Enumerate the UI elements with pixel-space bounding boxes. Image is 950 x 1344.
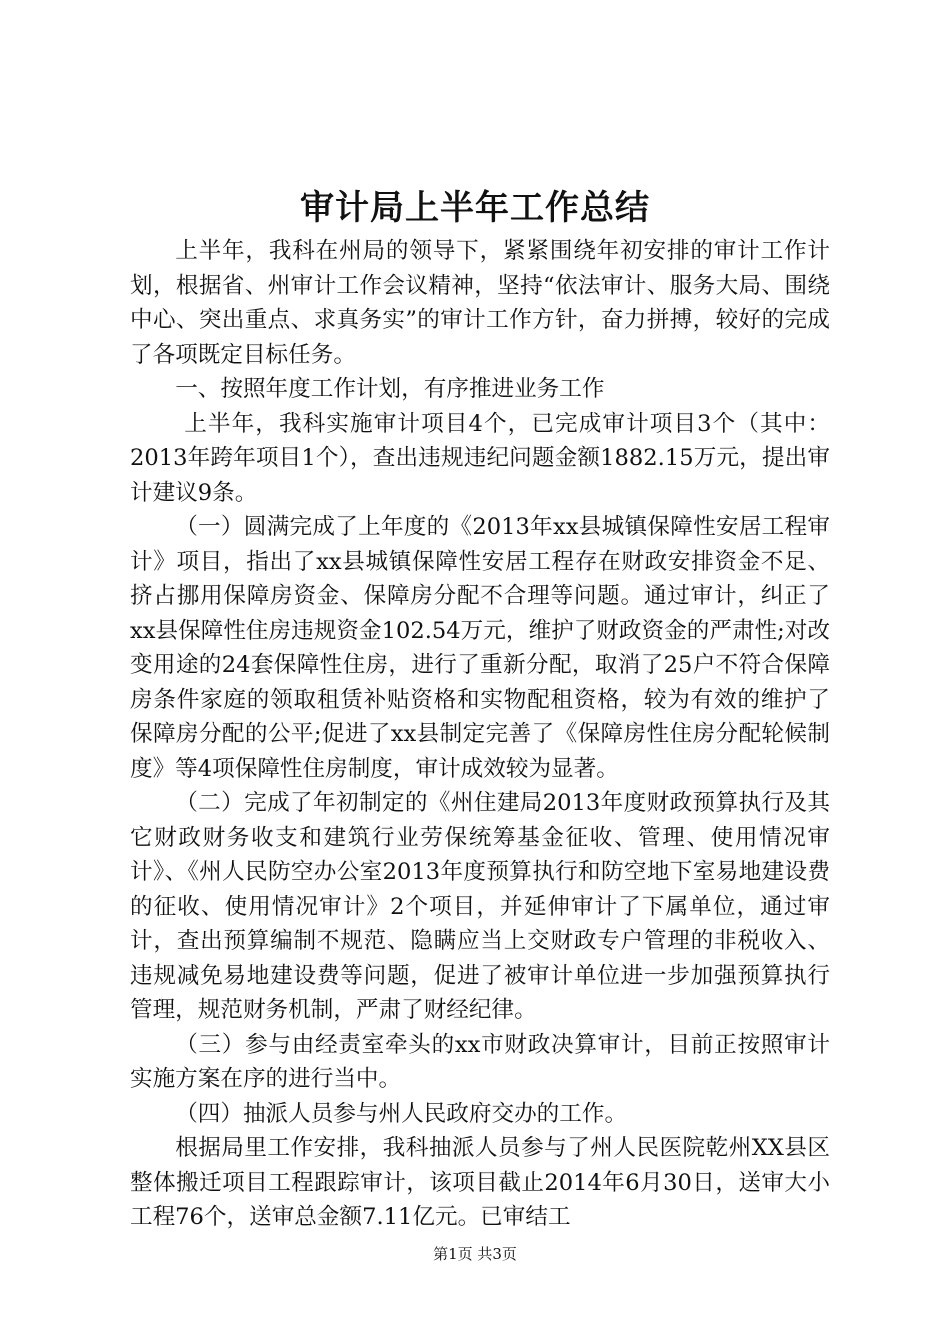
paragraph-summary: 上半年，我科实施审计项目4个，已完成审计项目3个（其中：2013年跨年项目1个），查出违规违纪问题金额1882.15万元，提出审计建议9条。 bbox=[130, 410, 830, 506]
paragraph-item-1: （一）圆满完成了上年度的《2013年xx县城镇保障性安居工程审计》项目，指出了xx县城镇保障性安居工程存在财政安排资金不足、挤占挪用保障房资金、保障房分配不合理等问题。通过审计，纠正了xx县保障性住房违规资金102.54万元，维护了财政资金的严肃性;对改变用途的24套保障性住房，进行了重新分配，取消了25户不符合保障房条件家庭的领取租赁补贴资格和实物配租资格，较为有效的维护了保障房分配的公平;促进了xx县制定完善了《保障房性住房分配轮候制度》等4项保障性住房制度，审计成效较为显著。 bbox=[130, 514, 830, 782]
document-title: 审计局上半年工作总结 bbox=[300, 188, 650, 228]
paragraph-item-2: （二）完成了年初制定的《州住建局2013年度财政预算执行及其它财政财务收支和建筑行业劳保统筹基金征收、管理、使用情况审计》、《州人民防空办公室2013年度预算执行和防空地下室易地建设费的征收、使用情况审计》2个项目，并延伸审计了下属单位，通过审计，查出预算编制不规范、隐瞒应当上交财政专户管理的非税收入、违规减免易地建设费等问题，促进了被审计单位进一步加强预算执行管理，规范财务机制，严肃了财经纪律。 bbox=[130, 790, 830, 1023]
paragraph-item-3: （三）参与由经责室牵头的xx市财政决算审计，目前正按照审计实施方案在序的进行当中。 bbox=[130, 1031, 830, 1092]
paragraph-intro: 上半年，我科在州局的领导下，紧紧围绕年初安排的审计工作计划，根据省、州审计工作会议精神，坚持“依法审计、服务大局、围绕中心、突出重点、求真务实”的审计工作方针，奋力拼搏，较好的完成了各项既定目标任务。 bbox=[130, 238, 830, 368]
paragraph-item-4: （四）抽派人员参与州人民政府交办的工作。 bbox=[175, 1100, 628, 1127]
document-body bbox=[130, 234, 830, 1235]
section-heading-1: 一、按照年度工作计划，有序推进业务工作 bbox=[175, 376, 605, 402]
page-number-footer: 第1页 共3页 bbox=[433, 1245, 517, 1263]
paragraph-item-4-detail: 根据局里工作安排，我科抽派人员参与了州人民医院乾州XX县区整体搬迁项目工程跟踪审计，该项目截止2014年6月30日，送审大小工程76个，送审总金额7.11亿元。已审结工 bbox=[130, 1135, 830, 1230]
